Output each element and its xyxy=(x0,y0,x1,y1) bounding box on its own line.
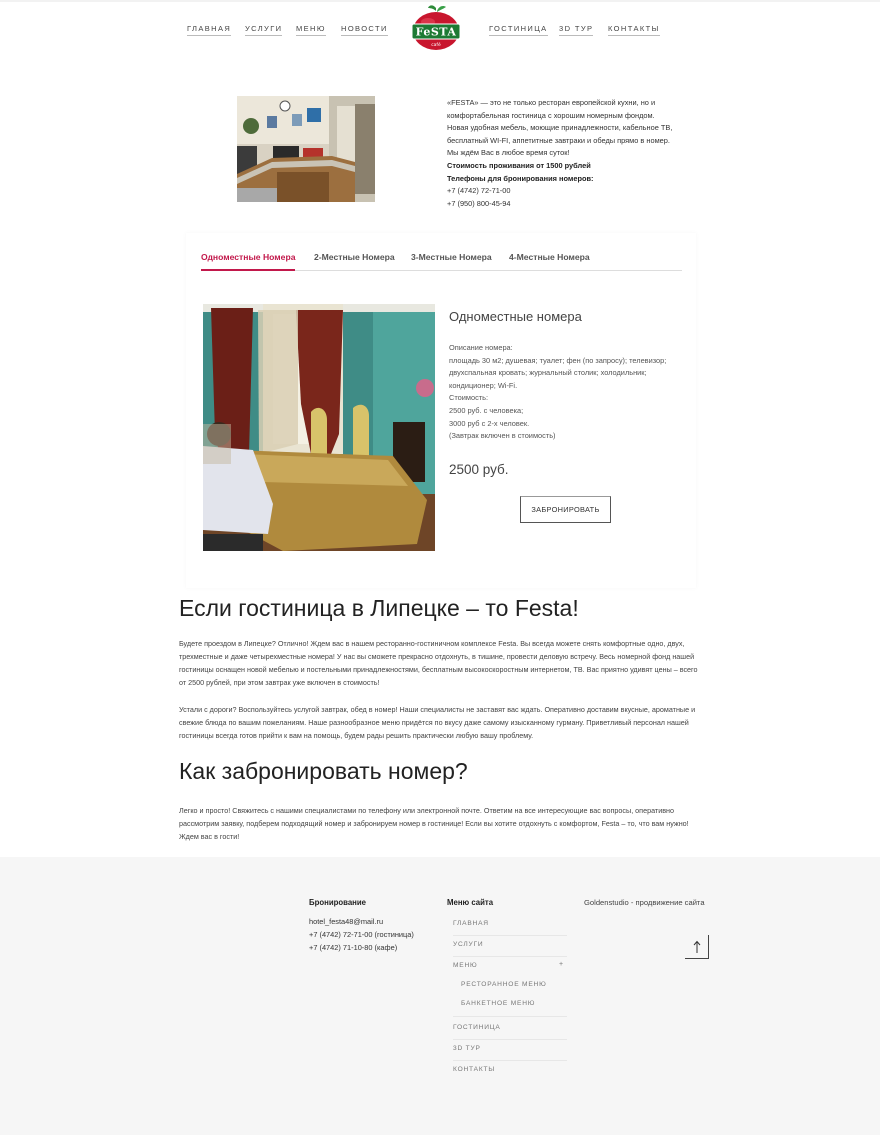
nav-3d-tour[interactable]: 3D ТУР xyxy=(559,24,593,36)
footer-submenu-banquet[interactable]: БАНКЕТНОЕ МЕНЮ xyxy=(461,1000,536,1007)
room-tabs xyxy=(201,250,682,271)
intro-phones-label: Телефоны для бронирования номеров: xyxy=(447,173,594,183)
footer-menu-expand-icon[interactable]: + xyxy=(559,961,564,968)
footer-menu-hotel[interactable]: ГОСТИНИЦА xyxy=(453,1024,567,1040)
footer-phone-hotel[interactable]: +7 (4742) 72-71-00 (гостиница) xyxy=(309,930,414,939)
logo-text: FeSTA xyxy=(415,25,457,39)
room-desc-line: (Завтрак включен в стоимость) xyxy=(449,431,556,441)
arrow-up-icon xyxy=(692,940,702,954)
nav-hotel[interactable]: ГОСТИНИЦА xyxy=(489,24,548,36)
article-paragraph: Будете проездом в Липецке? Отлично! Ждем вас в нашем ресторанно-гостиничном комплексе Festa. Вы всегда можете снять комфортные одно, двух, трехместные и даже четырехместные номера! У нас вы сможете прекрасно отдохнуть, в тишине, провести деловую встречу. Весь номерной фонд нашей гостиницы оснащен новой мебелью и постельными принадлежностями, бесплатным высокоскоростным интернетом, ТВ. Вас приятно удивят цены – всего от 2500 рублей, при этом завтрак уже включен в стоимость! xyxy=(179,639,698,687)
footer-booking-title: Бронирование xyxy=(309,898,367,907)
footer-menu-contacts[interactable]: КОНТАКТЫ xyxy=(453,1066,495,1073)
room-description xyxy=(449,342,689,443)
logo-sub: café xyxy=(431,43,441,48)
article-title-hotel-lipetsk: Если гостиница в Липецке – то Festa! xyxy=(179,595,579,621)
nav-news[interactable]: НОВОСТИ xyxy=(341,24,388,36)
room-desc-line: 2500 руб. с человека; xyxy=(449,405,524,415)
intro-cost: Стоимость проживания от 1500 рублей xyxy=(447,160,591,170)
book-button[interactable]: ЗАБРОНИРОВАТЬ xyxy=(520,496,611,523)
footer-submenu-restaurant[interactable]: РЕСТОРАННОЕ МЕНЮ xyxy=(461,981,547,988)
footer-email[interactable]: hotel_festa48@mail.ru xyxy=(309,917,384,926)
scroll-to-top-button[interactable] xyxy=(685,935,709,959)
article-paragraph: Устали с дороги? Воспользуйтесь услугой завтрак, обед в номер! Наши специалисты не заставят вас ждать. Оперативно доставим вкусные, ароматные и свежие блюда по вашим пожеланиям. Наше разнообразное меню придётся по вкусу даже самому изысканному гурману. Приветливый персонал нашей гостиницы всегда готов прийти к вам на помощь, будем рады решить практически любую вашу проблему. xyxy=(179,705,696,740)
footer-menu-services[interactable]: УСЛУГИ xyxy=(453,941,567,957)
footer-menu-menu[interactable]: МЕНЮ xyxy=(453,962,478,969)
article-paragraph: Легко и просто! Свяжитесь с нашими специалистами по телефону или электронной почте. Ответим на все интересующие вас вопросы, оперативно рассмотрим заявку, подберем подходящий номер и забронируем номер в гостинице! Если вы хотите отдохнуть с комфортом, Festa – то, что вам нужно! Ждем вас в гости! xyxy=(179,806,689,841)
site-header xyxy=(0,0,880,56)
tab-triple-rooms[interactable]: 3-Местные Номера xyxy=(411,252,492,262)
nav-contacts[interactable]: КОНТАКТЫ xyxy=(608,24,660,36)
footer-menu-home[interactable]: ГЛАВНАЯ xyxy=(453,920,567,936)
footer-menu-divider xyxy=(453,1016,567,1017)
hotel-reception-photo xyxy=(237,96,375,202)
room-desc-line: кондиционер; Wi-Fi. xyxy=(449,380,518,390)
footer-menu-3d-tour[interactable]: 3D ТУР xyxy=(453,1045,567,1061)
footer-credit-link[interactable]: Goldenstudio - продвижение сайта xyxy=(584,898,705,907)
nav-menu[interactable]: МЕНЮ xyxy=(296,24,326,36)
room-title: Одноместные номера xyxy=(449,309,582,324)
tab-single-rooms[interactable]: Одноместные Номера xyxy=(201,252,295,271)
footer-phone-cafe[interactable]: +7 (4742) 71-10-80 (кафе) xyxy=(309,943,398,952)
intro-text-block xyxy=(447,97,677,210)
tab-quad-rooms[interactable]: 4-Местные Номера xyxy=(509,252,590,262)
room-desc-line: Описание номера: xyxy=(449,343,513,352)
room-desc-line: двухспальная кровать; журнальный столик; холодильник; xyxy=(449,368,647,378)
footer-menu-title: Меню сайта xyxy=(447,898,494,907)
room-desc-line: площадь 30 м2; душевая; туалет; фен (по запросу); телевизор; xyxy=(449,355,667,365)
intro-phone-2[interactable]: +7 (950) 800-45-94 xyxy=(447,198,511,208)
article-title-how-to-book: Как забронировать номер? xyxy=(179,758,468,784)
intro-description: «FESTA» — это не только ресторан европейской кухни, но и комфортабельная гостиница с хорошим номерным фондом. Новая удобная мебель, моющие принадлежности, кабельное ТВ, бесплатный WI-FI, аппетитные завтраки и обеды прямо в номер. Мы ждём Вас в любое время суток! xyxy=(447,98,673,158)
room-photo xyxy=(203,304,435,551)
room-desc-line: 3000 руб с 2-х человек. xyxy=(449,418,530,428)
room-desc-line: Стоимость: xyxy=(449,393,489,403)
tab-double-rooms[interactable]: 2-Местные Номера xyxy=(314,252,395,262)
intro-phone-1[interactable]: +7 (4742) 72-71-00 xyxy=(447,186,511,196)
nav-services[interactable]: УСЛУГИ xyxy=(245,24,282,36)
site-footer xyxy=(0,857,880,1135)
nav-home[interactable]: ГЛАВНАЯ xyxy=(187,24,231,36)
room-price: 2500 руб. xyxy=(449,462,509,477)
festa-logo[interactable] xyxy=(409,4,463,52)
